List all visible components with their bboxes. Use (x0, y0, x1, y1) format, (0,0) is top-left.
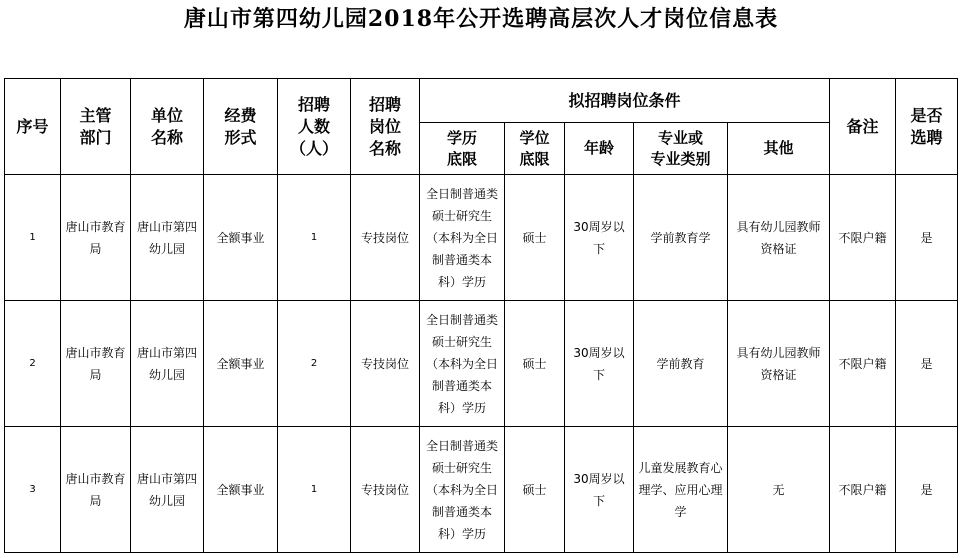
header-funding: 经费 形式 (204, 79, 278, 175)
cell-seq: 3 (5, 427, 61, 553)
cell-degree: 硕士 (505, 427, 565, 553)
header-count: 招聘 人数 （人） (278, 79, 351, 175)
positions-table (4, 78, 958, 553)
table-row (5, 175, 958, 301)
cell-unit: 唐山市第四幼儿园 (131, 175, 204, 301)
cell-count: 1 (278, 427, 351, 553)
cell-seq: 1 (5, 175, 61, 301)
header-selection: 是否 选聘 (896, 79, 958, 175)
cell-remark: 不限户籍 (830, 427, 896, 553)
cell-degree: 硕士 (505, 175, 565, 301)
header-other: 其他 (728, 123, 830, 175)
header-dept: 主管 部门 (61, 79, 131, 175)
cell-age: 30周岁以下 (565, 301, 634, 427)
header-education: 学历 底限 (420, 123, 505, 175)
cell-education: 全日制普通类硕士研究生（本科为全日制普通类本科）学历 (420, 427, 505, 553)
cell-other: 具有幼儿园教师资格证 (728, 301, 830, 427)
page-title: 唐山市第四幼儿园2018年公开选聘高层次人才岗位信息表 (183, 6, 779, 32)
header-unit: 单位 名称 (131, 79, 204, 175)
cell-dept: 唐山市教育局 (61, 175, 131, 301)
cell-seq: 2 (5, 301, 61, 427)
header-degree: 学位 底限 (505, 123, 565, 175)
cell-post: 专技岗位 (351, 427, 420, 553)
header-major: 专业或 专业类别 (634, 123, 728, 175)
table-row (5, 427, 958, 553)
cell-remark: 不限户籍 (830, 301, 896, 427)
cell-major: 学前教育学 (634, 175, 728, 301)
cell-other: 具有幼儿园教师资格证 (728, 175, 830, 301)
cell-count: 2 (278, 301, 351, 427)
cell-education: 全日制普通类硕士研究生（本科为全日制普通类本科）学历 (420, 301, 505, 427)
cell-age: 30周岁以下 (565, 175, 634, 301)
cell-major: 学前教育 (634, 301, 728, 427)
cell-major: 儿童发展教育心理学、应用心理学 (634, 427, 728, 553)
cell-dept: 唐山市教育局 (61, 301, 131, 427)
cell-funding: 全额事业 (204, 301, 278, 427)
cell-selection: 是 (896, 175, 958, 301)
cell-education: 全日制普通类硕士研究生（本科为全日制普通类本科）学历 (420, 175, 505, 301)
cell-unit: 唐山市第四幼儿园 (131, 427, 204, 553)
header-age: 年龄 (565, 123, 634, 175)
cell-funding: 全额事业 (204, 427, 278, 553)
table-row (5, 301, 958, 427)
cell-count: 1 (278, 175, 351, 301)
cell-post: 专技岗位 (351, 175, 420, 301)
cell-unit: 唐山市第四幼儿园 (131, 301, 204, 427)
cell-other: 无 (728, 427, 830, 553)
cell-selection: 是 (896, 427, 958, 553)
header-seq: 序号 (5, 79, 61, 175)
cell-degree: 硕士 (505, 301, 565, 427)
header-remark: 备注 (830, 79, 896, 175)
cell-funding: 全额事业 (204, 175, 278, 301)
cell-remark: 不限户籍 (830, 175, 896, 301)
cell-post: 专技岗位 (351, 301, 420, 427)
cell-age: 30周岁以下 (565, 427, 634, 553)
cell-dept: 唐山市教育局 (61, 427, 131, 553)
header-conditions: 拟招聘岗位条件 (420, 79, 830, 123)
header-post: 招聘 岗位 名称 (351, 79, 420, 175)
cell-selection: 是 (896, 301, 958, 427)
